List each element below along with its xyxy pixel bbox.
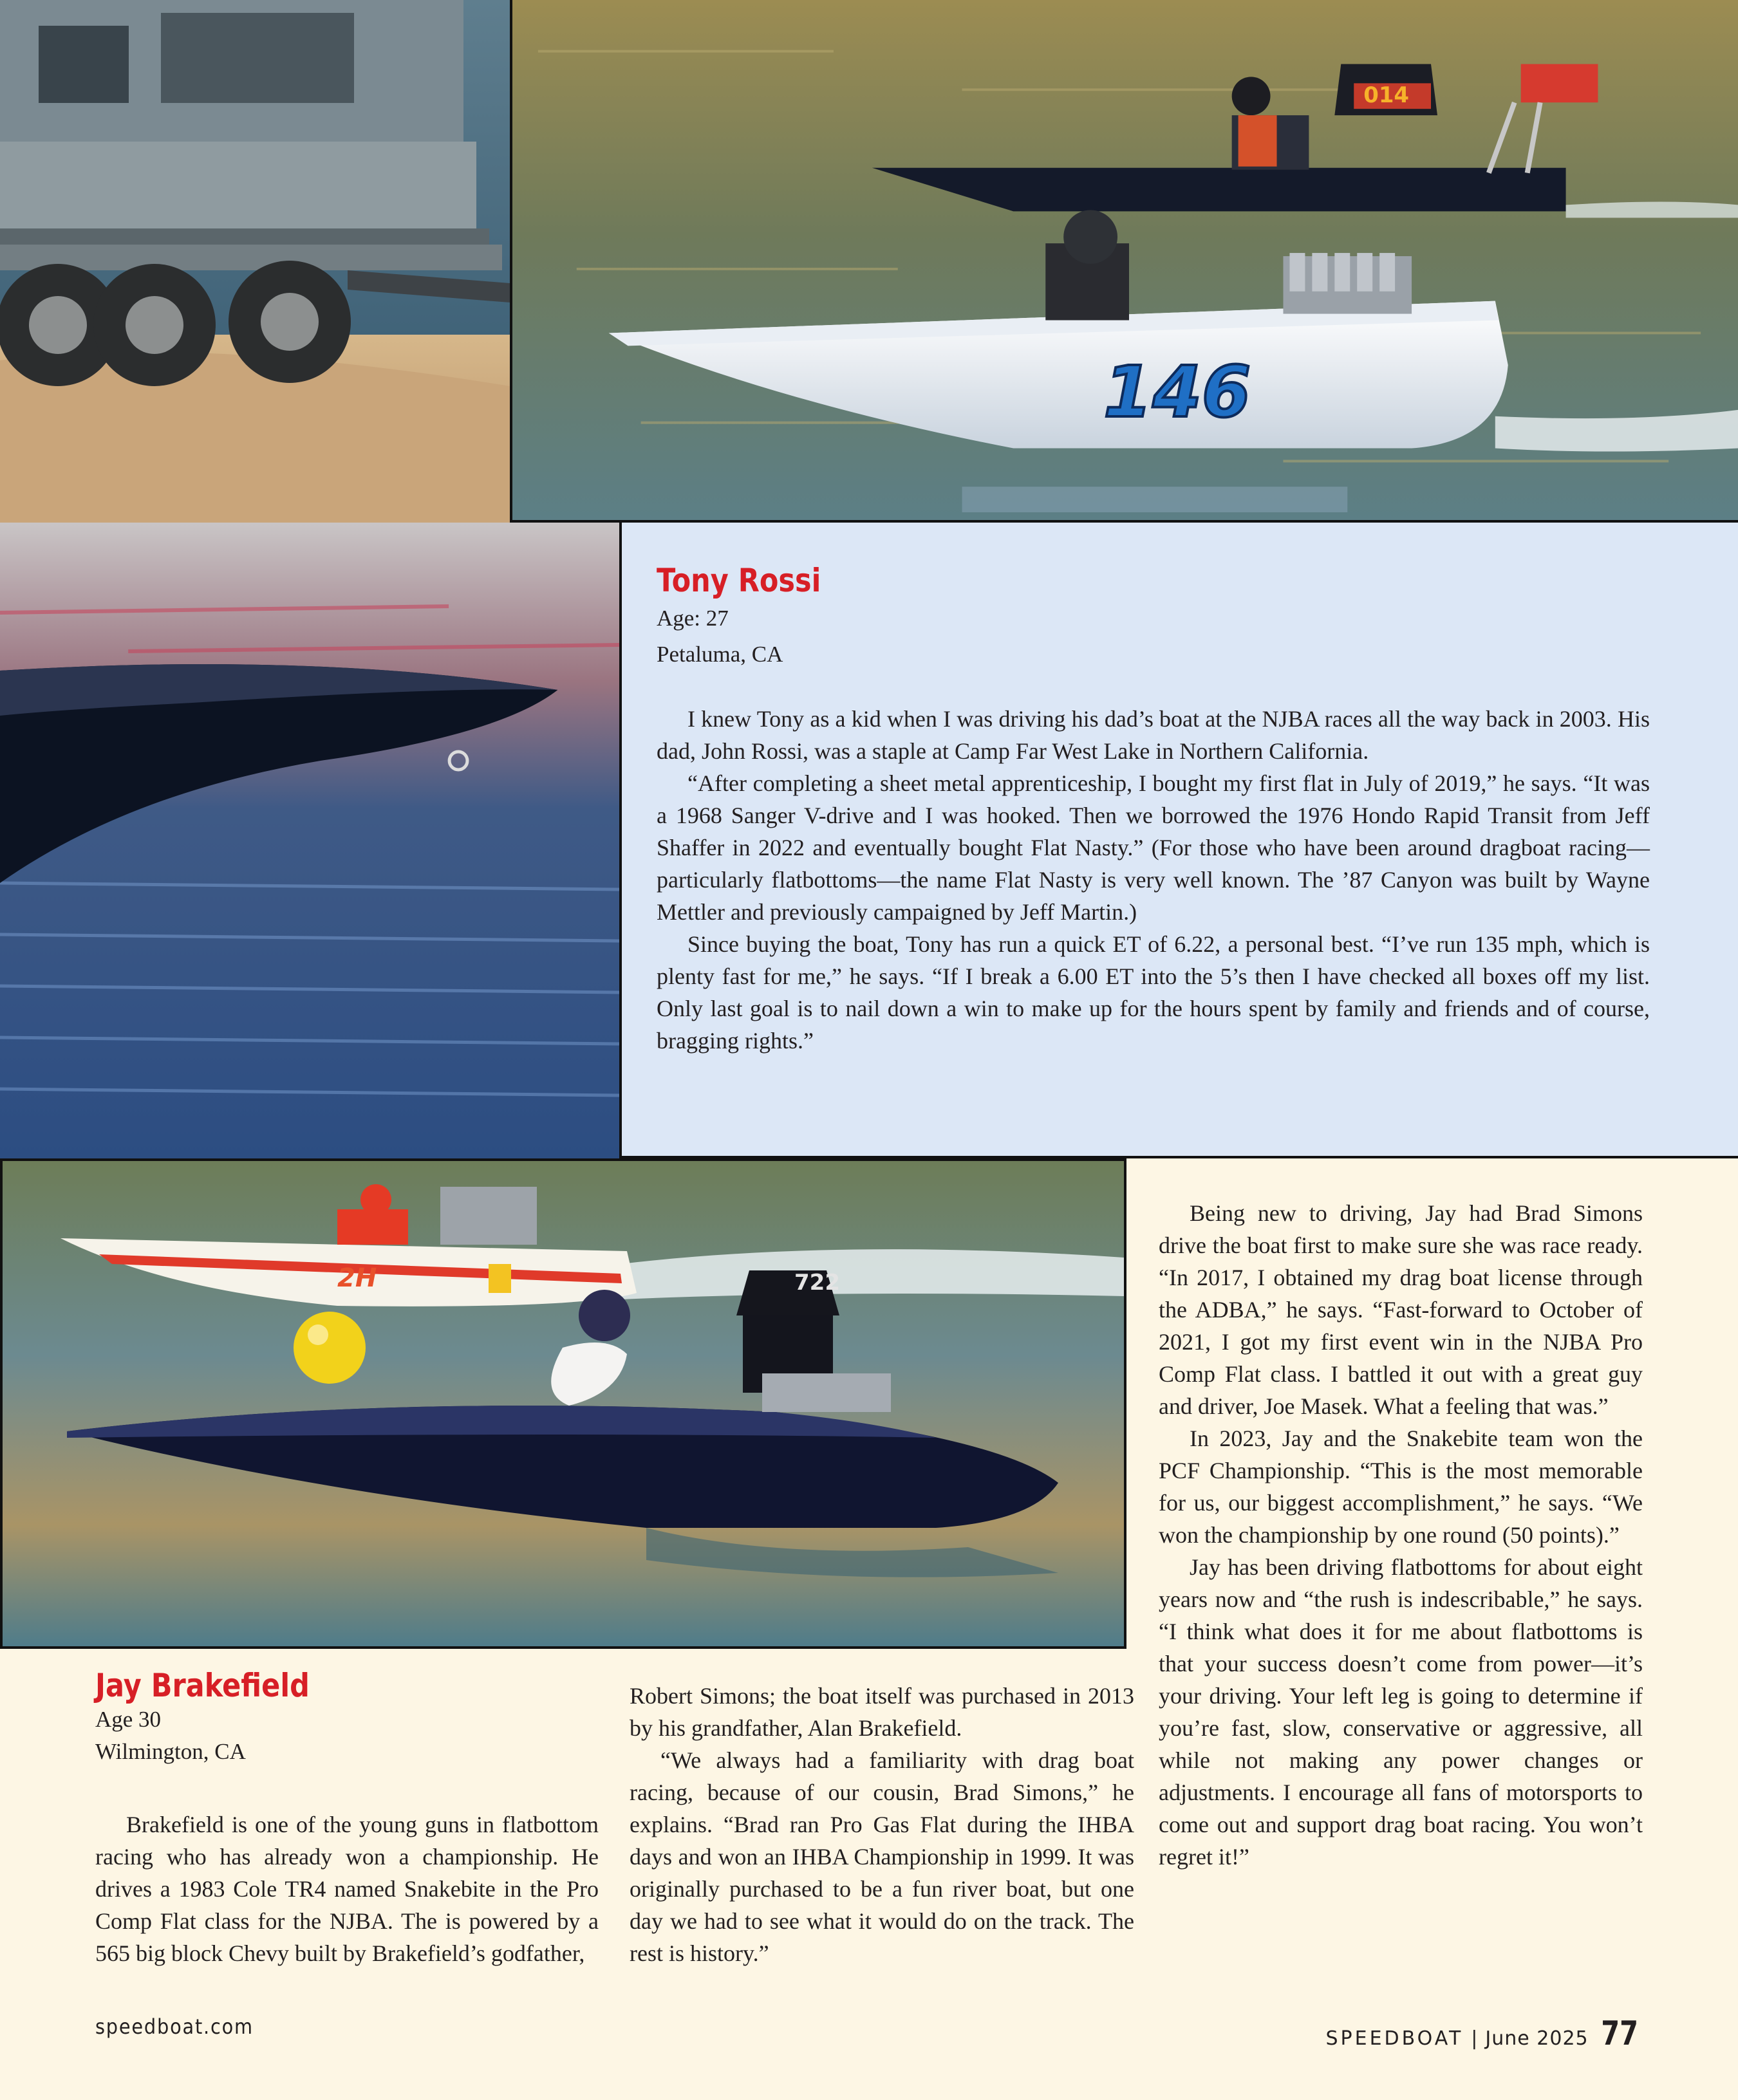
background-boat-number: 2H [337, 1263, 377, 1293]
body-paragraph: “We always had a familiarity with drag boat racing, because of our cousin, Brad Simons,” he explains. “Brad ran Pro Gas Flat during the IHBA days and won an IHBA Championship in 1999. It was originally purchased to be a fun river boat, but one day we had to see what it would do on the track. The rest is history.” [630, 1747, 1134, 1966]
front-boat-number: 146 [1103, 350, 1251, 433]
footer-website: speedboat.com [95, 2014, 254, 2039]
body-paragraph: I knew Tony as a kid when I was driving his dad’s boat at the NJBA races all the way back in 2003. His dad, John Rossi, was a staple at Camp Far West Lake in Northern California. [657, 706, 1650, 764]
tony-rossi-heading: Tony Rossi [657, 562, 821, 599]
tony-rossi-body [657, 703, 1650, 1057]
footer-publication: SPEEDBOAT [1325, 2027, 1464, 2050]
body-paragraph: Since buying the boat, Tony has run a quick ET of 6.22, a personal best. “I’ve run 135 mph, which is plenty fast for me,” he says. “If I break a 6.00 ET into the 5’s then I have checked all boxes off my list. Only last goal is to nail down a win to make up for the hours spent by family and friends and of course, bragging rights.” [657, 931, 1650, 1054]
jay-article-column-1 [95, 1808, 599, 1969]
body-paragraph: In 2023, Jay and the Snakebite team won the PCF Championship. “This is the most memorable for us, our biggest accomplishment,” he says. “We won the championship by one round (50 points).” [1159, 1426, 1643, 1548]
boat-bow-closeup-photo [0, 523, 622, 1158]
page-number: 77 [1600, 2014, 1638, 2053]
body-paragraph: Robert Simons; the boat itself was purchased in 2013 by his grandfather, Alan Brakefield. [630, 1683, 1134, 1741]
body-paragraph: Being new to driving, Jay had Brad Simons drive the boat first to make sure she was race ready. “In 2017, I obtained my drag boat license through the ADBA,” he says. “Fast-forward to October of 2021, I got my first event win in the NJBA Pro Comp Flat class. I battled it out with a great guy and driver, Joe Masek. What a feeling that was.” [1159, 1200, 1643, 1419]
jay-article-column-2 [630, 1680, 1134, 1969]
body-paragraph: Brakefield is one of the young guns in flatbottom racing who has already won a championship. He drives a 1983 Cole TR4 named Snakebite in the Pro Comp Flat class for the NJBA. The is powered by a 565 big block Chevy built by Brakefield’s godfather, [95, 1812, 599, 1966]
jay-brakefield-heading: Jay Brakefield [95, 1667, 310, 1704]
footer-folio [1325, 2014, 1643, 2053]
body-paragraph: Jay has been driving flatbottoms for about eight years now and “the rush is indescribable,” he says. “I think what does it for me about flatbottoms is that your success doesn’t come from power—it’s your driving. Your left leg is going to determine if you’re fast, slow, conservative or aggressive, all while not making any power changes or adjustments. I encourage all fans of motorsports to come out and support drag boat racing. You won’t regret it!” [1159, 1554, 1643, 1870]
jay-brakefield-location: Wilmington, CA [95, 1739, 246, 1764]
rossi-boats-photo [510, 0, 1738, 523]
tony-rossi-age: Age: 27 [657, 606, 729, 631]
jay-brakefield-header [95, 1668, 597, 1768]
tony-rossi-location: Petaluma, CA [657, 642, 783, 667]
jay-article-column-3 [1159, 1197, 1643, 1873]
trailer-photo [0, 0, 510, 523]
tony-rossi-article [657, 563, 1650, 1057]
footer-separator: | [1471, 2027, 1478, 2050]
jay-boat-number: 722 [794, 1270, 840, 1296]
footer-date: June 2025 [1485, 2027, 1589, 2050]
body-paragraph: “After completing a sheet metal apprenticeship, I bought my first flat in July of 2019,” he says. “It was a 1968 Sanger V-drive and I was hooked. Then we borrowed the 1976 Hondo Rapid Transit from Jeff Shaffer in 2022 and eventually bought Flat Nasty.” (For those who have been around dragboat racing—particularly flatbottoms—the name Flat Nasty is very well known. The ’87 Canyon was built by Wayne Mettler and previously campaigned by Jeff Martin.) [657, 770, 1650, 925]
jay-brakefield-age: Age 30 [95, 1707, 162, 1732]
jay-brakefield-boat-photo [0, 1158, 1126, 1649]
rear-boat-number: 014 [1363, 82, 1410, 108]
